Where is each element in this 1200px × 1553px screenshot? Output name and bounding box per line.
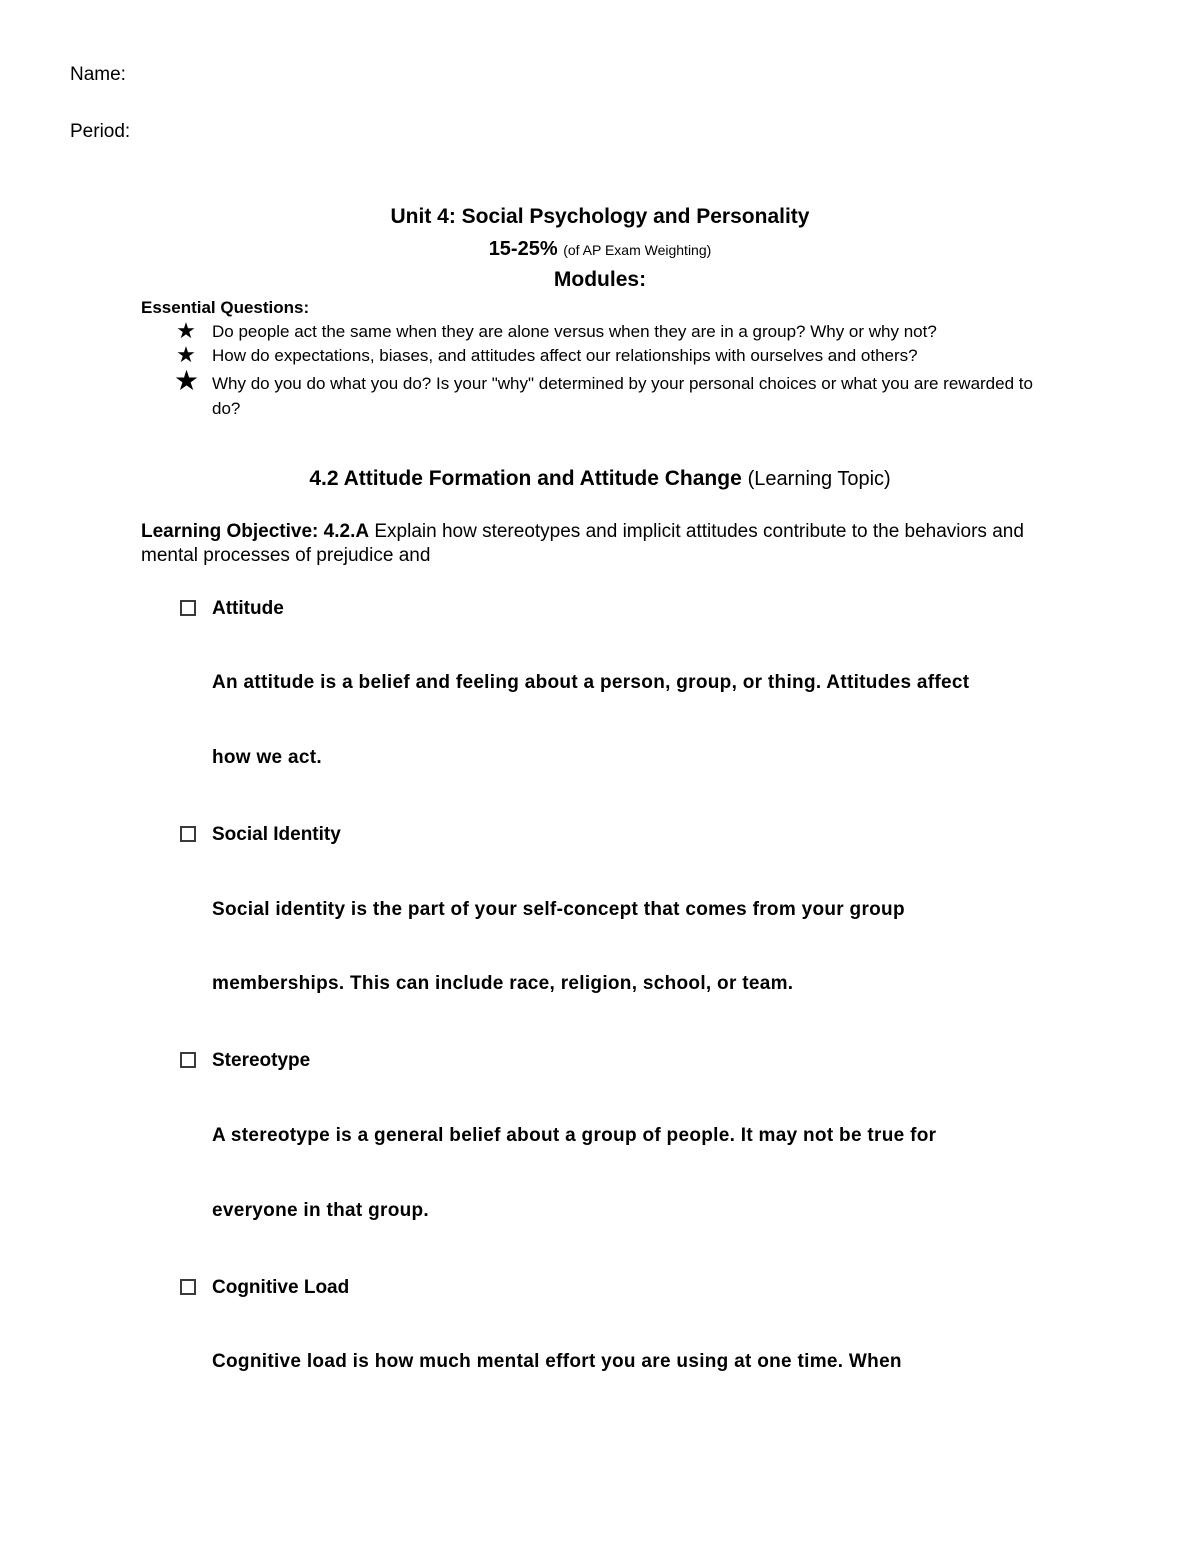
weight-percent: 15-25%: [488, 238, 558, 260]
essential-question: Do people act the same when they are alone versus when they are in a group? Why or why not?: [212, 322, 937, 341]
term-definition-line: memberships. This can include race, religion, school, or team.: [212, 973, 794, 994]
term-definition-line: everyone in that group.: [212, 1200, 429, 1221]
term-title: Social Identity: [212, 824, 341, 845]
term-definition-line: how we act.: [212, 747, 322, 768]
term-definition-line: An attitude is a belief and feeling about a person, group, or thing. Attitudes affect: [212, 672, 970, 693]
learning-topic-title: 4.2 Attitude Formation and Attitude Change: [309, 467, 742, 490]
modules-label: Modules:: [553, 268, 647, 291]
learning-topic: [0, 467, 1200, 491]
term-checkbox[interactable]: [180, 1279, 196, 1295]
essential-question: How do expectations, biases, and attitudes affect our relationships with ourselves and others?: [212, 346, 918, 365]
term-checkbox[interactable]: [180, 600, 196, 616]
weight-note: (of AP Exam Weighting): [563, 242, 712, 258]
star-bullet-icon: ★: [176, 318, 196, 343]
exam-weighting: [0, 238, 1200, 261]
period-label: Period:: [70, 121, 131, 142]
essential-questions-heading: Essential Questions:: [141, 298, 310, 317]
name-label: Name:: [70, 64, 126, 85]
star-bullet-icon: ★: [174, 365, 200, 396]
term-title: Attitude: [212, 598, 284, 619]
learning-objective: [141, 520, 1041, 568]
term-definition-line: Cognitive load is how much mental effort you are using at one time. When: [212, 1351, 902, 1372]
term-checkbox[interactable]: [180, 826, 196, 842]
term-checkbox[interactable]: [180, 1052, 196, 1068]
learning-objective-label: Learning Objective: 4.2.A: [141, 521, 370, 542]
unit-title: Unit 4: Social Psychology and Personality: [390, 205, 810, 228]
term-definition-line: A stereotype is a general belief about a group of people. It may not be true for: [212, 1125, 937, 1146]
learning-topic-tag: (Learning Topic): [747, 468, 891, 490]
essential-question: Why do you do what you do? Is your "why" determined by your personal choices or what you are rewarded to do?: [212, 374, 1033, 418]
term-title: Stereotype: [212, 1050, 311, 1071]
term-title: Cognitive Load: [212, 1277, 350, 1298]
learning-objective-text: Explain how stereotypes and implicit attitudes contribute to the behaviors and mental processes of prejudice and: [141, 521, 1024, 566]
star-bullet-icon: ★: [176, 342, 196, 367]
term-definition-line: Social identity is the part of your self-concept that comes from your group: [212, 899, 905, 920]
